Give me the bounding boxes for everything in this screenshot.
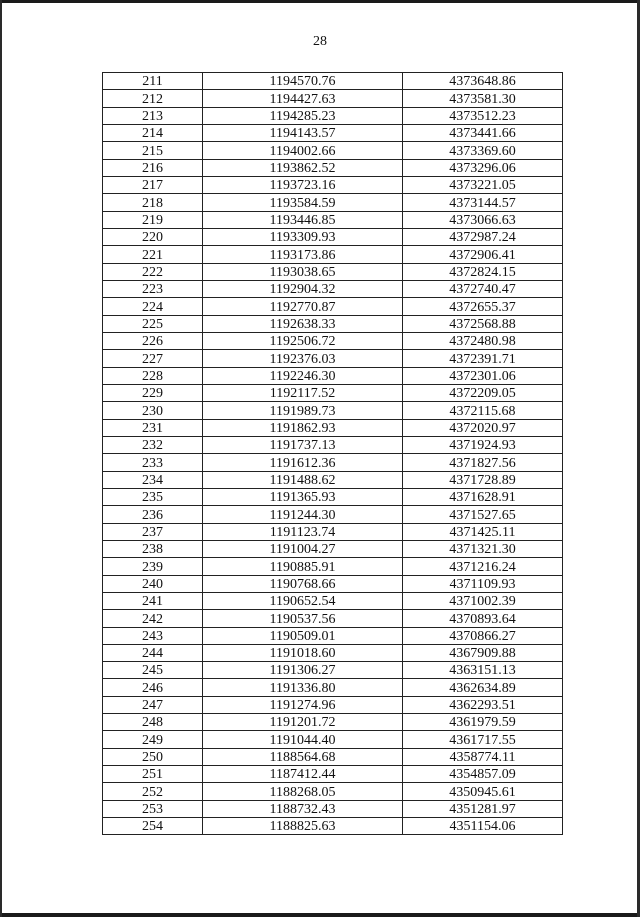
table-row: [103, 90, 563, 107]
y-coordinate-cell: 4370866.27: [403, 627, 563, 644]
y-coordinate-cell: 4373066.63: [403, 211, 563, 228]
table-row: [103, 818, 563, 835]
table-row: [103, 540, 563, 557]
x-coordinate-cell: 1188825.63: [203, 818, 403, 835]
point-number-cell: 224: [103, 298, 203, 315]
x-coordinate-cell: 1191244.30: [203, 506, 403, 523]
table-row: [103, 107, 563, 124]
point-number-cell: 220: [103, 228, 203, 245]
y-coordinate-cell: 4372391.71: [403, 350, 563, 367]
x-coordinate-cell: 1194285.23: [203, 107, 403, 124]
point-number-cell: 226: [103, 332, 203, 349]
point-number-cell: 241: [103, 592, 203, 609]
point-number-cell: 250: [103, 748, 203, 765]
table-row: [103, 454, 563, 471]
table-row: [103, 194, 563, 211]
point-number-cell: 243: [103, 627, 203, 644]
x-coordinate-cell: 1188564.68: [203, 748, 403, 765]
table-row: [103, 246, 563, 263]
table-row: [103, 644, 563, 661]
x-coordinate-cell: 1191336.80: [203, 679, 403, 696]
y-coordinate-cell: 4373144.57: [403, 194, 563, 211]
y-coordinate-cell: 4372655.37: [403, 298, 563, 315]
x-coordinate-cell: 1191123.74: [203, 523, 403, 540]
scan-border-bottom: [0, 913, 640, 917]
coordinates-table-body: [103, 73, 563, 835]
y-coordinate-cell: 4372209.05: [403, 384, 563, 401]
y-coordinate-cell: 4362293.51: [403, 696, 563, 713]
point-number-cell: 219: [103, 211, 203, 228]
x-coordinate-cell: 1194002.66: [203, 142, 403, 159]
table-row: [103, 176, 563, 193]
y-coordinate-cell: 4370893.64: [403, 610, 563, 627]
page-number: 28: [313, 34, 327, 49]
x-coordinate-cell: 1193723.16: [203, 176, 403, 193]
table-row: [103, 558, 563, 575]
x-coordinate-cell: 1192376.03: [203, 350, 403, 367]
point-number-cell: 229: [103, 384, 203, 401]
table-row: [103, 714, 563, 731]
point-number-cell: 214: [103, 124, 203, 141]
point-number-cell: 211: [103, 73, 203, 90]
scan-border-top: [0, 0, 640, 3]
y-coordinate-cell: 4372020.97: [403, 419, 563, 436]
point-number-cell: 234: [103, 471, 203, 488]
point-number-cell: 225: [103, 315, 203, 332]
table-row: [103, 280, 563, 297]
table-row: [103, 471, 563, 488]
x-coordinate-cell: 1192506.72: [203, 332, 403, 349]
table-row: [103, 124, 563, 141]
table-row: [103, 592, 563, 609]
x-coordinate-cell: 1194143.57: [203, 124, 403, 141]
y-coordinate-cell: 4372906.41: [403, 246, 563, 263]
table-row: [103, 228, 563, 245]
x-coordinate-cell: 1190509.01: [203, 627, 403, 644]
y-coordinate-cell: 4372568.88: [403, 315, 563, 332]
y-coordinate-cell: 4371002.39: [403, 592, 563, 609]
point-number-cell: 230: [103, 402, 203, 419]
table-row: [103, 142, 563, 159]
x-coordinate-cell: 1191044.40: [203, 731, 403, 748]
table-row: [103, 610, 563, 627]
table-row: [103, 402, 563, 419]
point-number-cell: 223: [103, 280, 203, 297]
table-row: [103, 73, 563, 90]
table-row: [103, 766, 563, 783]
y-coordinate-cell: 4351154.06: [403, 818, 563, 835]
x-coordinate-cell: 1192904.32: [203, 280, 403, 297]
y-coordinate-cell: 4351281.97: [403, 800, 563, 817]
x-coordinate-cell: 1192246.30: [203, 367, 403, 384]
x-coordinate-cell: 1191612.36: [203, 454, 403, 471]
x-coordinate-cell: 1188268.05: [203, 783, 403, 800]
x-coordinate-cell: 1191201.72: [203, 714, 403, 731]
y-coordinate-cell: 4371728.89: [403, 471, 563, 488]
table-row: [103, 159, 563, 176]
x-coordinate-cell: 1192117.52: [203, 384, 403, 401]
y-coordinate-cell: 4367909.88: [403, 644, 563, 661]
table-row: [103, 315, 563, 332]
y-coordinate-cell: 4371924.93: [403, 436, 563, 453]
y-coordinate-cell: 4371321.30: [403, 540, 563, 557]
point-number-cell: 216: [103, 159, 203, 176]
table-row: [103, 211, 563, 228]
x-coordinate-cell: 1191862.93: [203, 419, 403, 436]
point-number-cell: 248: [103, 714, 203, 731]
y-coordinate-cell: 4350945.61: [403, 783, 563, 800]
y-coordinate-cell: 4371425.11: [403, 523, 563, 540]
point-number-cell: 228: [103, 367, 203, 384]
y-coordinate-cell: 4361717.55: [403, 731, 563, 748]
point-number-cell: 240: [103, 575, 203, 592]
table-row: [103, 488, 563, 505]
point-number-cell: 212: [103, 90, 203, 107]
x-coordinate-cell: 1191365.93: [203, 488, 403, 505]
y-coordinate-cell: 4373441.66: [403, 124, 563, 141]
point-number-cell: 213: [103, 107, 203, 124]
x-coordinate-cell: 1194427.63: [203, 90, 403, 107]
x-coordinate-cell: 1191274.96: [203, 696, 403, 713]
point-number-cell: 253: [103, 800, 203, 817]
point-number-cell: 237: [103, 523, 203, 540]
x-coordinate-cell: 1193584.59: [203, 194, 403, 211]
table-row: [103, 575, 563, 592]
point-number-cell: 218: [103, 194, 203, 211]
x-coordinate-cell: 1191488.62: [203, 471, 403, 488]
x-coordinate-cell: 1194570.76: [203, 73, 403, 90]
y-coordinate-cell: 4372987.24: [403, 228, 563, 245]
point-number-cell: 222: [103, 263, 203, 280]
point-number-cell: 227: [103, 350, 203, 367]
x-coordinate-cell: 1193038.65: [203, 263, 403, 280]
y-coordinate-cell: 4363151.13: [403, 662, 563, 679]
x-coordinate-cell: 1191004.27: [203, 540, 403, 557]
table-row: [103, 696, 563, 713]
x-coordinate-cell: 1190768.66: [203, 575, 403, 592]
x-coordinate-cell: 1193862.52: [203, 159, 403, 176]
table-row: [103, 800, 563, 817]
y-coordinate-cell: 4372824.15: [403, 263, 563, 280]
point-number-cell: 238: [103, 540, 203, 557]
y-coordinate-cell: 4372301.06: [403, 367, 563, 384]
point-number-cell: 236: [103, 506, 203, 523]
x-coordinate-cell: 1193446.85: [203, 211, 403, 228]
y-coordinate-cell: 4372740.47: [403, 280, 563, 297]
y-coordinate-cell: 4373581.30: [403, 90, 563, 107]
x-coordinate-cell: 1191989.73: [203, 402, 403, 419]
y-coordinate-cell: 4373296.06: [403, 159, 563, 176]
x-coordinate-cell: 1190652.54: [203, 592, 403, 609]
x-coordinate-cell: 1188732.43: [203, 800, 403, 817]
point-number-cell: 231: [103, 419, 203, 436]
x-coordinate-cell: 1187412.44: [203, 766, 403, 783]
y-coordinate-cell: 4362634.89: [403, 679, 563, 696]
point-number-cell: 246: [103, 679, 203, 696]
point-number-cell: 245: [103, 662, 203, 679]
table-row: [103, 384, 563, 401]
point-number-cell: 254: [103, 818, 203, 835]
x-coordinate-cell: 1190537.56: [203, 610, 403, 627]
coordinates-table: [102, 72, 563, 835]
point-number-cell: 215: [103, 142, 203, 159]
y-coordinate-cell: 4371109.93: [403, 575, 563, 592]
scan-border-left: [0, 0, 2, 917]
table-row: [103, 367, 563, 384]
point-number-cell: 232: [103, 436, 203, 453]
x-coordinate-cell: 1191737.13: [203, 436, 403, 453]
x-coordinate-cell: 1193173.86: [203, 246, 403, 263]
table-row: [103, 298, 563, 315]
point-number-cell: 239: [103, 558, 203, 575]
point-number-cell: 242: [103, 610, 203, 627]
y-coordinate-cell: 4371216.24: [403, 558, 563, 575]
table-row: [103, 436, 563, 453]
x-coordinate-cell: 1192638.33: [203, 315, 403, 332]
table-row: [103, 679, 563, 696]
y-coordinate-cell: 4371827.56: [403, 454, 563, 471]
table-row: [103, 627, 563, 644]
x-coordinate-cell: 1190885.91: [203, 558, 403, 575]
table-row: [103, 748, 563, 765]
y-coordinate-cell: 4373512.23: [403, 107, 563, 124]
y-coordinate-cell: 4372480.98: [403, 332, 563, 349]
table-row: [103, 662, 563, 679]
point-number-cell: 233: [103, 454, 203, 471]
y-coordinate-cell: 4354857.09: [403, 766, 563, 783]
point-number-cell: 221: [103, 246, 203, 263]
y-coordinate-cell: 4372115.68: [403, 402, 563, 419]
table-row: [103, 263, 563, 280]
point-number-cell: 244: [103, 644, 203, 661]
x-coordinate-cell: 1192770.87: [203, 298, 403, 315]
point-number-cell: 247: [103, 696, 203, 713]
y-coordinate-cell: 4371527.65: [403, 506, 563, 523]
y-coordinate-cell: 4373221.05: [403, 176, 563, 193]
point-number-cell: 235: [103, 488, 203, 505]
x-coordinate-cell: 1193309.93: [203, 228, 403, 245]
table-row: [103, 506, 563, 523]
y-coordinate-cell: 4358774.11: [403, 748, 563, 765]
point-number-cell: 252: [103, 783, 203, 800]
table-row: [103, 731, 563, 748]
y-coordinate-cell: 4371628.91: [403, 488, 563, 505]
y-coordinate-cell: 4373369.60: [403, 142, 563, 159]
point-number-cell: 249: [103, 731, 203, 748]
point-number-cell: 217: [103, 176, 203, 193]
y-coordinate-cell: 4373648.86: [403, 73, 563, 90]
y-coordinate-cell: 4361979.59: [403, 714, 563, 731]
table-row: [103, 350, 563, 367]
point-number-cell: 251: [103, 766, 203, 783]
table-row: [103, 419, 563, 436]
table-row: [103, 332, 563, 349]
table-row: [103, 783, 563, 800]
x-coordinate-cell: 1191018.60: [203, 644, 403, 661]
table-row: [103, 523, 563, 540]
x-coordinate-cell: 1191306.27: [203, 662, 403, 679]
